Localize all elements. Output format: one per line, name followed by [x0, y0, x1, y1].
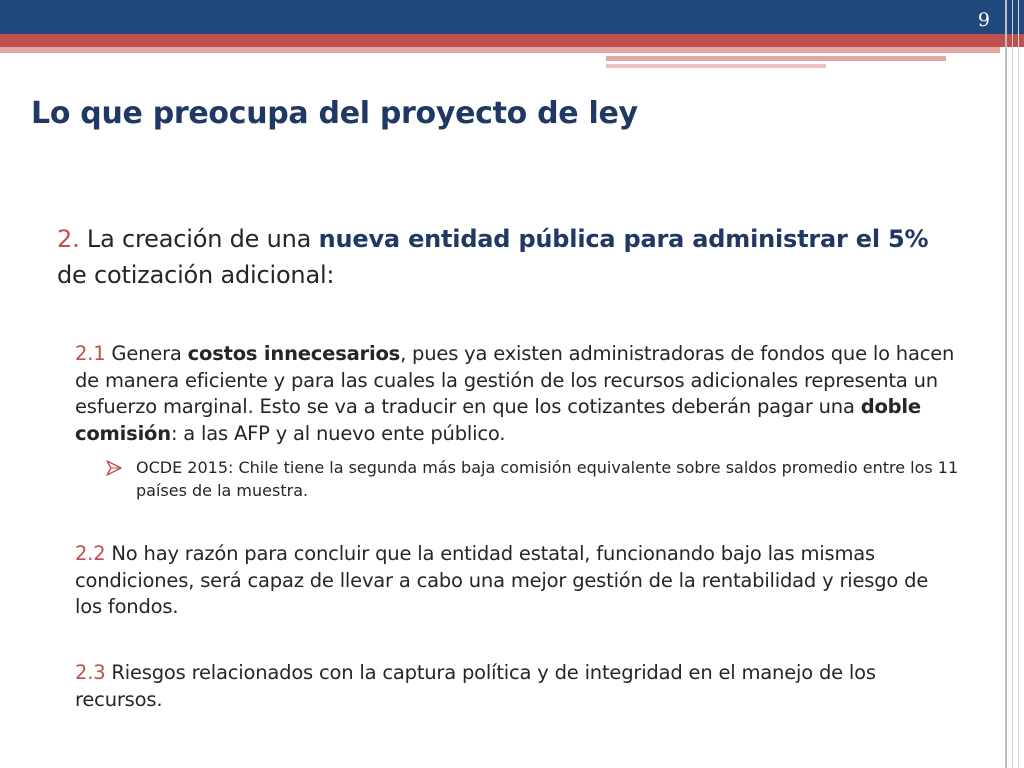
point-emphasis: costos innecesarios — [187, 342, 401, 365]
main-point — [57, 221, 957, 293]
side-rule — [1005, 0, 1007, 768]
main-point-emphasis: nueva entidad pública para administrar el 5% — [318, 225, 929, 253]
point-2-3 — [75, 660, 955, 713]
slide-number: 9 — [977, 9, 990, 31]
slide-title: Lo que preocupa del proyecto de ley — [31, 96, 638, 131]
main-point-text-end: de cotización adicional: — [57, 261, 335, 289]
point-number: 2.2 — [75, 542, 106, 565]
arrow-bullet-icon — [106, 460, 122, 476]
point-number: 2.3 — [75, 661, 106, 684]
main-point-text: La creación de una — [79, 225, 319, 253]
header-bar-pink-short — [606, 56, 946, 61]
oecd-bullet — [106, 456, 986, 502]
point-text: Riesgos relacionados con la captura política y de integridad en el manejo de los recursos. — [75, 661, 876, 711]
header-bar-pink-shorter — [606, 64, 826, 68]
header-bar-pink — [0, 47, 1000, 53]
point-text: No hay razón para concluir que la entidad estatal, funcionando bajo las mismas condiciones, será capaz de llevar a cabo una mejor gestión de la rentabilidad y riesgo de los fondos. — [75, 542, 929, 618]
point-2-1 — [75, 341, 955, 447]
header-bar-red — [0, 34, 1024, 47]
point-number: 2.1 — [75, 342, 106, 365]
point-text: , pues ya existen administradoras de fondos que lo hacen de manera eficiente y para las cuales la gestión de los recursos adicionales representa un esfuerzo marginal. Esto se va a traducir en que los cotizantes deberán pagar una — [75, 342, 955, 418]
point-text: Genera — [105, 342, 188, 365]
main-point-number: 2. — [57, 225, 80, 253]
side-rule — [1012, 0, 1013, 768]
header-bar-blue — [0, 0, 1024, 34]
bullet-text: OCDE 2015: Chile tiene la segunda más baja comisión equivalente sobre saldos promedio entre los 11 países de la muestra. — [136, 458, 959, 500]
side-rule — [1018, 0, 1019, 768]
point-2-2 — [75, 541, 955, 621]
point-text: : a las AFP y al nuevo ente público. — [170, 421, 506, 445]
point-emphasis: doble comisión — [75, 395, 921, 445]
